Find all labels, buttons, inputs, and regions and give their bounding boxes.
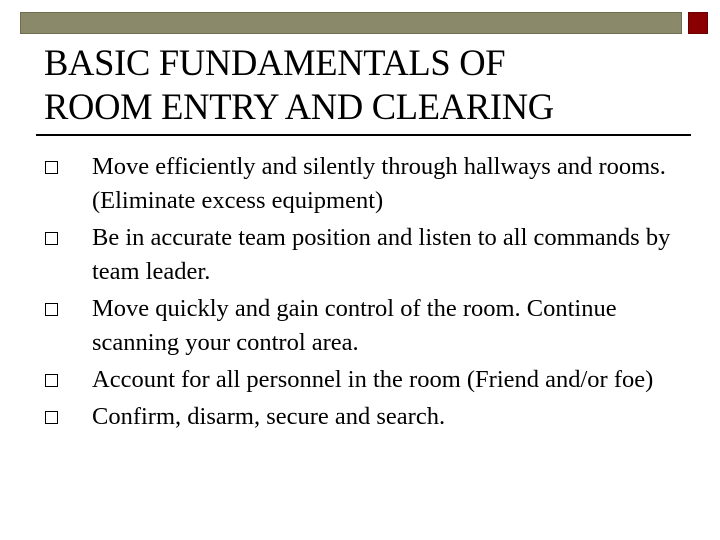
slide-title bbox=[44, 41, 674, 129]
bullet-item bbox=[0, 221, 720, 289]
bullet-item bbox=[0, 292, 720, 360]
slide-title-line-1: BASIC FUNDAMENTALS OF bbox=[44, 42, 506, 83]
hollow-square-icon bbox=[45, 161, 58, 174]
title-underline-rule bbox=[36, 134, 691, 136]
bullet-text: Account for all personnel in the room (Friend and/or foe) bbox=[92, 366, 654, 393]
bullet-text: Move quickly and gain control of the room. Continue scanning your control area. bbox=[92, 295, 617, 356]
bullet-text: Confirm, disarm, secure and search. bbox=[92, 403, 446, 430]
slide-title-line-2: ROOM ENTRY AND CLEARING bbox=[44, 86, 554, 127]
decorative-top-bar bbox=[20, 12, 682, 34]
hollow-square-icon bbox=[45, 303, 58, 316]
bullet-text: Move efficiently and silently through hallways and rooms. (Eliminate excess equipment) bbox=[92, 153, 666, 214]
hollow-square-icon bbox=[45, 374, 58, 387]
hollow-square-icon bbox=[45, 411, 58, 424]
bullet-item bbox=[0, 400, 720, 434]
bullet-item bbox=[0, 363, 720, 397]
bullet-text: Be in accurate team position and listen to all commands by team leader. bbox=[92, 224, 671, 285]
decorative-corner-square bbox=[688, 12, 708, 34]
hollow-square-icon bbox=[45, 232, 58, 245]
bullet-list bbox=[0, 150, 720, 437]
bullet-item bbox=[0, 150, 720, 218]
